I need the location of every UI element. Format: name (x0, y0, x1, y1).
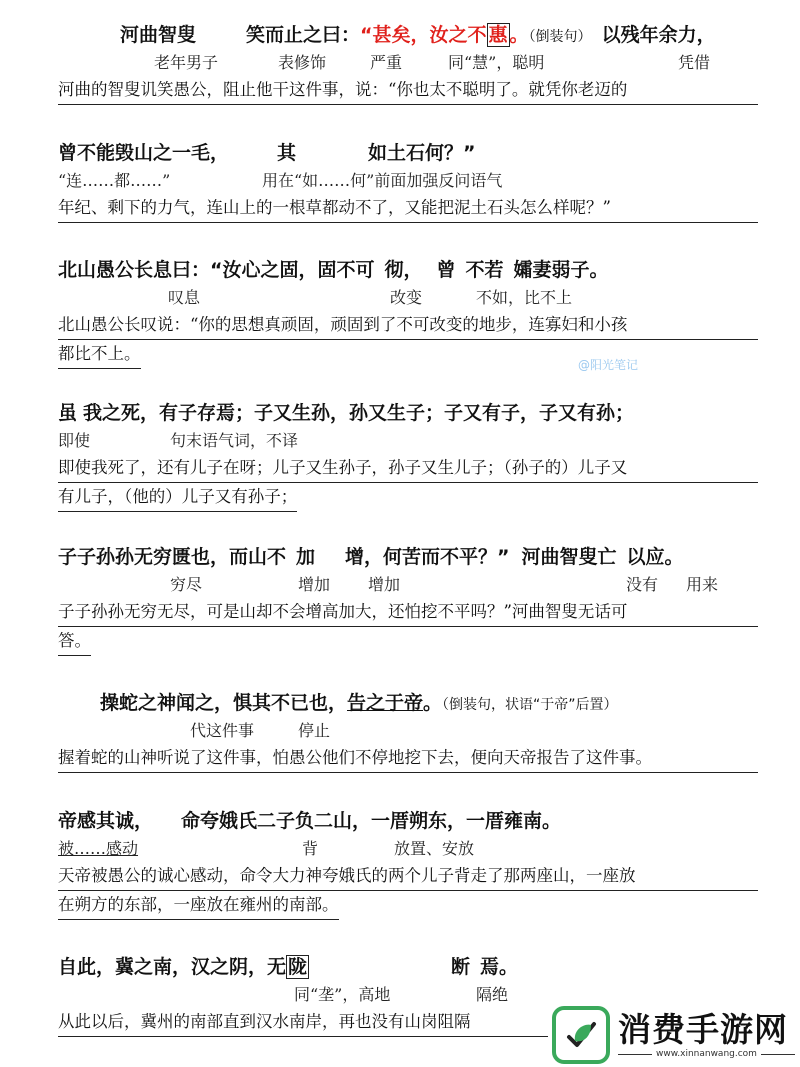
watermark: @阳光笔记 (578, 358, 639, 372)
logo-text (618, 1011, 795, 1059)
source-line: 操蛇之神闻之，惧其不已也，告之于帝。（倒装句，状语“于帝”后置） (100, 692, 618, 714)
grammar-note: （倒装句，状语“于帝”后置） (442, 697, 618, 713)
site-logo[interactable] (548, 1003, 800, 1067)
source-line: 帝感其诚， 命夸娥氏二子负二山，一厝朔东，一厝雍南。 (58, 810, 562, 832)
gloss-line: 同“垄”，高地 隔绝 (294, 985, 509, 1004)
passage-block-6 (58, 688, 758, 773)
passage-block-2 (58, 138, 758, 223)
boxed-char: 陇 (288, 956, 308, 978)
passage-block-1 (58, 20, 758, 105)
source-line: 虽 我之死，有子存焉；子又生孙，孙又生子；子又有子，子又有孙； (58, 402, 635, 424)
highlight-text: “甚矣，汝之不 (360, 24, 487, 46)
gloss-line: 代这件事 停止 (190, 721, 331, 740)
leaf-check-icon (552, 1006, 610, 1064)
passage-block-7 (58, 806, 758, 929)
boxed-char: 惠 (488, 24, 508, 46)
gloss-line: 叹息 改变 不如，比不上 (168, 288, 573, 307)
translation: 握着蛇的山神听说了这件事，怕愚公他们不停地挖下去，便向天帝报告了这件事。 (58, 744, 758, 773)
logo-url: www.xinnanwang.com (618, 1049, 795, 1059)
gloss-line: 穷尽 增加 增加 没有 用来 (170, 575, 719, 594)
translation: 北山愚公长叹说：“你的思想真顽固，顽固到了不可改变的地步，连寡妇和小孩 都比不上。 (58, 311, 758, 378)
logo-title: 消费手游网 (618, 1010, 788, 1049)
source-line: 子子孙孙无穷匮也，而山不 加 增，何苦而不平？” 河曲智叟亡 以应。 (58, 546, 684, 568)
translation: 天帝被愚公的诚心感动，命令大力神夸娥氏的两个儿子背走了那两座山，一座放 在朔方的东部，一座放在雍州的南部。 (58, 862, 758, 929)
source-line: 北山愚公长息曰：“汝心之固，固不可 彻， 曾 不若 孀妻弱子。 (58, 259, 609, 281)
grammar-note: （倒装句） (528, 29, 592, 45)
gloss-line: 老年男子 表修饰 严重 同“慧”，聪明 凭借 (154, 53, 711, 72)
translation: 即使我死了，还有儿子在呀；儿子又生孙子，孙子又生儿子；（孙子的）儿子又 有儿子，（他的）儿子又有孙子； (58, 454, 758, 521)
translation: 从此以后，冀州的南部直到汉水南岸，再也没有山岗阻隔 (58, 1008, 758, 1037)
translation: 年纪、剩下的力气，连山上的一根草都动不了，又能把泥土石头怎么样呢？” (58, 194, 758, 223)
source-line: 河曲智叟 笑而止之曰：“甚矣，汝之不 惠 。（倒装句） 以残年余力， (120, 24, 716, 46)
gloss-line: 被……感动 背 放置、安放 (58, 839, 475, 858)
gloss-line: “连……都……” 用在“如……何”前面加强反问语气 (58, 171, 503, 190)
source-line: 曾不能毁山之一毛， 其 如土石何？” (58, 142, 476, 164)
underlined-phrase: 告之于帝 (347, 692, 424, 714)
gloss-line: 即使 句末语气词，不译 (58, 431, 299, 450)
passage-block-5 (58, 542, 758, 665)
passage-block-4 (58, 398, 758, 521)
translation: 河曲的智叟讥笑愚公，阻止他干这件事，说：“你也太不聪明了。就凭你老迈的 (58, 76, 758, 105)
passage-block-3 (58, 255, 758, 378)
translation: 子子孙孙无穷无尽，可是山却不会增高加大，还怕挖不平吗？”河曲智叟无话可 答。 (58, 598, 758, 665)
source-line: 自此，冀之南，汉之阴，无 陇 断 焉。 (58, 956, 519, 978)
